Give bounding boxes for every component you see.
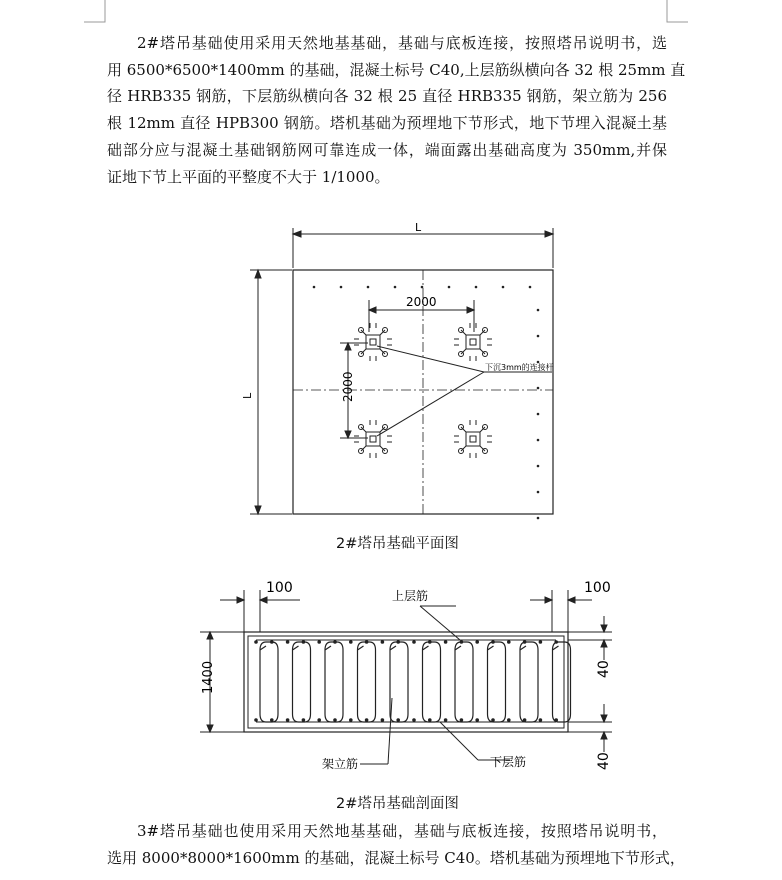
dimension-label-40-upper: 40 — [596, 660, 612, 678]
dimension-label-40-lower: 40 — [596, 752, 612, 770]
dimension-label-l-left: L — [241, 392, 254, 399]
bottom-bar-dot — [286, 718, 290, 722]
top-bar-dot — [428, 640, 432, 644]
bottom-bar-dot — [554, 718, 558, 722]
bottom-bar-dot — [523, 718, 527, 722]
top-bar-dot — [349, 640, 353, 644]
rebar-dot — [394, 286, 397, 289]
top-bar-dot — [381, 640, 385, 644]
foundation-plan-drawing — [0, 222, 782, 532]
rebar-dot — [537, 465, 540, 468]
stirrup-bar — [455, 642, 473, 722]
dimension-label-2000-h: 2000 — [406, 295, 437, 309]
bottom-bar-dot — [412, 718, 416, 722]
rebar-dot — [448, 286, 451, 289]
stirrup-bar — [390, 642, 408, 722]
connecting-rod-annotation: 下沉3mm的连接杆 — [485, 363, 554, 372]
rebar-dot — [537, 413, 540, 416]
rebar-dot — [529, 286, 532, 289]
anchor-bolt-symbol — [354, 420, 392, 458]
dimension-label-2000-v: 2000 — [341, 371, 355, 402]
top-bar-dot — [254, 640, 258, 644]
bottom-bar-dot — [396, 718, 400, 722]
top-bar-dot — [491, 640, 495, 644]
stirrup-bar — [488, 642, 506, 722]
rebar-dot — [475, 286, 478, 289]
bottom-bar-dot — [365, 718, 369, 722]
dimension-label-1400: 1400 — [201, 660, 216, 694]
bottom-bar-dot — [254, 718, 258, 722]
top-bar-dot — [539, 640, 543, 644]
text-line: 2#塔吊基础使用采用天然地基基础，基础与底板连接，按照塔吊说明书，选 — [137, 34, 667, 52]
stirrup-bar — [325, 642, 343, 722]
dimension-label-100-left: 100 — [266, 580, 293, 596]
section-caption: 2#塔吊基础剖面图 — [336, 796, 459, 812]
bottom-bar-dot — [507, 718, 511, 722]
rebar-dot — [421, 286, 424, 289]
anchor-bolt-symbol — [454, 323, 492, 361]
rebar-dot — [537, 309, 540, 312]
top-bar-dot — [460, 640, 464, 644]
bottom-bar-dot — [349, 718, 353, 722]
label-bottom-bars: 下层筋 — [490, 755, 527, 769]
text-line: 3#塔吊基础也使用采用天然地基基础，基础与底板连接，按照塔吊说明书， — [137, 822, 667, 840]
anchor-bolt-symbol — [454, 420, 492, 458]
stirrup-bar — [358, 642, 376, 722]
bottom-bar-dot — [270, 718, 274, 722]
text-line: 证地下节上平面的平整度不大于 1/1000。 — [107, 167, 390, 186]
dimension-label-l-top: L — [415, 222, 422, 234]
stirrup-bar — [423, 642, 441, 722]
stirrup-bar — [520, 642, 538, 722]
dimension-label-100-right: 100 — [584, 580, 611, 596]
top-bar-dot — [270, 640, 274, 644]
top-bar-dot — [523, 640, 527, 644]
top-bar-dot — [333, 640, 337, 644]
bottom-bar-dot — [302, 718, 306, 722]
rebar-dot — [537, 517, 540, 520]
bottom-bar-dot — [428, 718, 432, 722]
bottom-bar-dot — [333, 718, 337, 722]
top-bar-dot — [396, 640, 400, 644]
rebar-dot — [313, 286, 316, 289]
plan-caption: 2#塔吊基础平面图 — [336, 536, 459, 552]
bottom-bar-dot — [460, 718, 464, 722]
bottom-bar-dot — [491, 718, 495, 722]
text-line: 础部分应与混凝土基础钢筋网可靠连成一体，端面露出基础高度为 350mm,并保 — [107, 140, 667, 159]
paragraph-3-tower-crane — [107, 818, 685, 871]
foundation-section-drawing — [0, 568, 782, 788]
top-bar-dot — [507, 640, 511, 644]
top-bar-dot — [365, 640, 369, 644]
top-bar-dot — [317, 640, 321, 644]
text-line: 径 HRB335 钢筋，下层筋纵横向各 32 根 25 直径 HRB335 钢筋，架立筋为 256 — [107, 87, 667, 106]
stirrup-bar — [293, 642, 311, 722]
label-erect-bars: 架立筋 — [322, 757, 359, 771]
rebar-dot — [537, 387, 540, 390]
anchor-bolt-symbol — [354, 323, 392, 361]
top-bar-dot — [302, 640, 306, 644]
bottom-bar-dot — [317, 718, 321, 722]
rebar-dot — [537, 491, 540, 494]
text-line: 用 6500*6500*1400mm 的基础，混凝土标号 C40,上层筋纵横向各 32 根 25mm 直 — [107, 60, 686, 79]
rebar-dot — [537, 335, 540, 338]
text-line: 根 12mm 直径 HPB300 钢筋。塔机基础为预埋地下节形式，地下节埋入混凝土基 — [107, 114, 667, 133]
top-bar-dot — [286, 640, 290, 644]
top-bar-dot — [475, 640, 479, 644]
paragraph-2-tower-crane — [107, 30, 686, 190]
rebar-dot — [340, 286, 343, 289]
bottom-bar-dot — [539, 718, 543, 722]
bottom-bar-dot — [444, 718, 448, 722]
label-top-bars: 上层筋 — [392, 589, 429, 603]
top-bar-dot — [554, 640, 558, 644]
top-bar-dot — [412, 640, 416, 644]
rebar-dot — [537, 439, 540, 442]
text-line: 选用 8000*8000*1600mm 的基础，混凝土标号 C40。塔机基础为预埋地下节形式， — [107, 848, 685, 867]
bottom-bar-dot — [475, 718, 479, 722]
stirrup-bar — [260, 642, 278, 722]
rebar-dot — [502, 286, 505, 289]
rebar-dot — [367, 286, 370, 289]
top-bar-dot — [444, 640, 448, 644]
bottom-bar-dot — [381, 718, 385, 722]
